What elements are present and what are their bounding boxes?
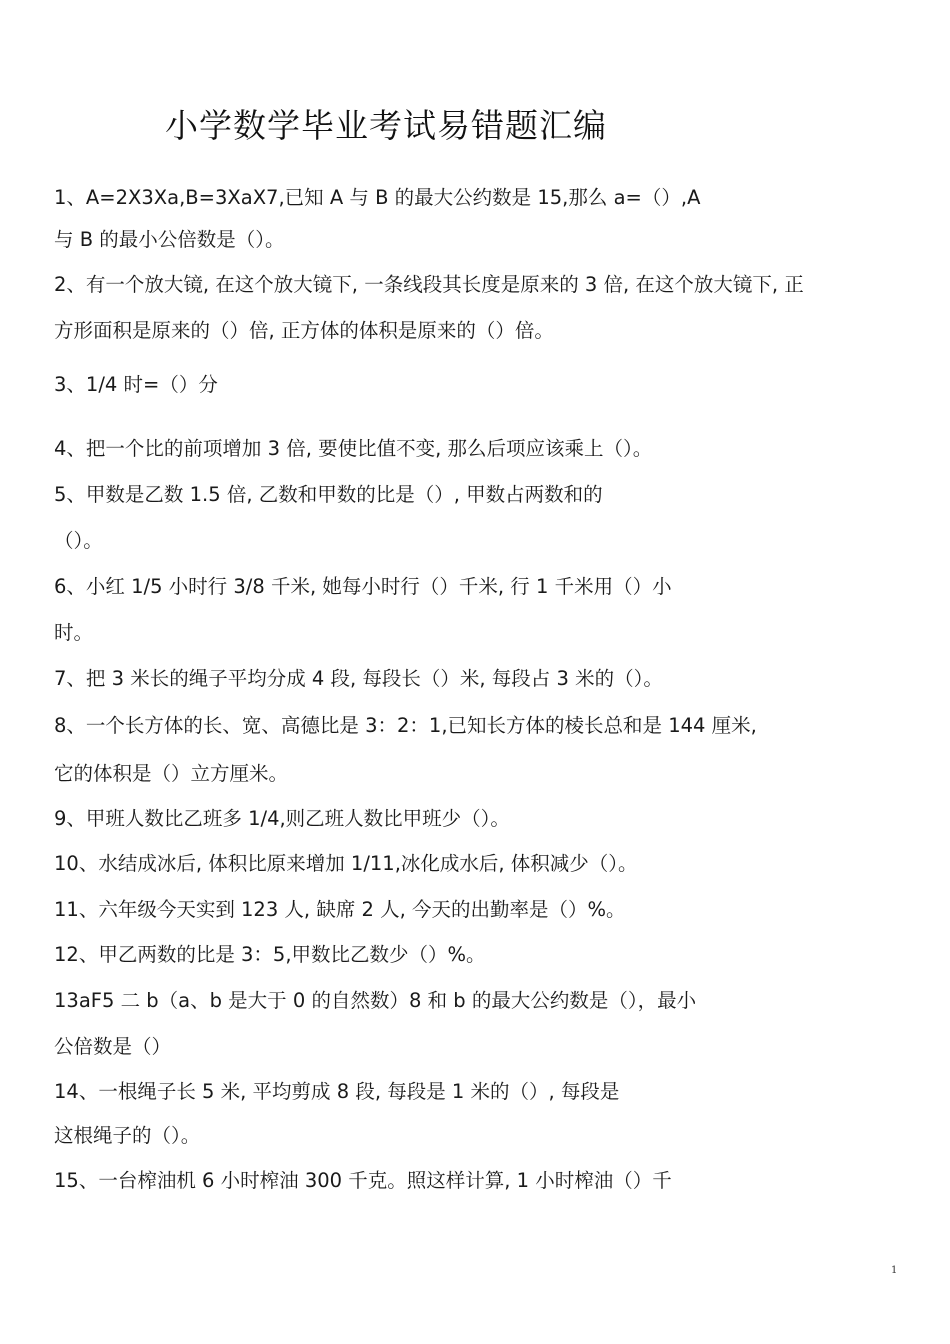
question-line: （）。: [54, 529, 103, 552]
question-line: 9、甲班人数比乙班多 1/4,则乙班人数比甲班少（）。: [54, 807, 510, 830]
question-line: 与 B 的最小公倍数是（）。: [54, 228, 285, 251]
question-line: 12、甲乙两数的比是 3：5,甲数比乙数少（）%。: [54, 943, 486, 966]
question-line: 公倍数是（）: [54, 1035, 172, 1058]
document-title: 小学数学毕业考试易错题汇编: [165, 106, 607, 145]
question-line: 这根绳子的（）。: [54, 1124, 201, 1147]
page-number: 1: [891, 1265, 898, 1276]
question-line: 13aF5 二 b（a、b 是大于 0 的自然数）8 和 b 的最大公约数是（），最小: [54, 989, 697, 1012]
question-line: 7、把 3 米长的绳子平均分成 4 段, 每段长（）米, 每段占 3 米的（）。: [54, 667, 663, 690]
question-line: 6、小红 1/5 小时行 3/8 千米, 她每小时行（）千米, 行 1 千米用（）小: [54, 575, 672, 598]
question-line: 4、把一个比的前项增加 3 倍, 要使比值不变, 那么后项应该乘上（）。: [54, 437, 653, 460]
question-line: 3、1/4 时=（）分: [54, 373, 218, 396]
question-line: 它的体积是（）立方厘米。: [54, 762, 289, 785]
question-line: 10、水结成冰后, 体积比原来增加 1/11,冰化成水后, 体积减少（）。: [54, 852, 638, 875]
question-line: 时。: [54, 621, 94, 644]
question-line: 14、一根绳子长 5 米, 平均剪成 8 段, 每段是 1 米的（）, 每段是: [54, 1080, 620, 1103]
question-line: 2、有一个放大镜, 在这个放大镜下, 一条线段其长度是原来的 3 倍, 在这个放大镜下, 正: [54, 273, 804, 296]
question-line: 15、一台榨油机 6 小时榨油 300 千克。照这样计算, 1 小时榨油（）千: [54, 1169, 672, 1192]
question-line: 方形面积是原来的（）倍, 正方体的体积是原来的（）倍。: [54, 319, 554, 342]
question-line: 5、甲数是乙数 1.5 倍, 乙数和甲数的比是（）, 甲数占两数和的: [54, 483, 603, 506]
question-line: 1、A=2X3Xa,B=3XaX7,已知 A 与 B 的最大公约数是 15,那么 a=（）,A: [54, 186, 701, 209]
question-line: 11、六年级今天实到 123 人, 缺席 2 人, 今天的出勤率是（）%。: [54, 898, 626, 921]
question-line: 8、一个长方体的长、宽、高德比是 3：2：1,已知长方体的棱长总和是 144 厘米,: [54, 714, 757, 737]
